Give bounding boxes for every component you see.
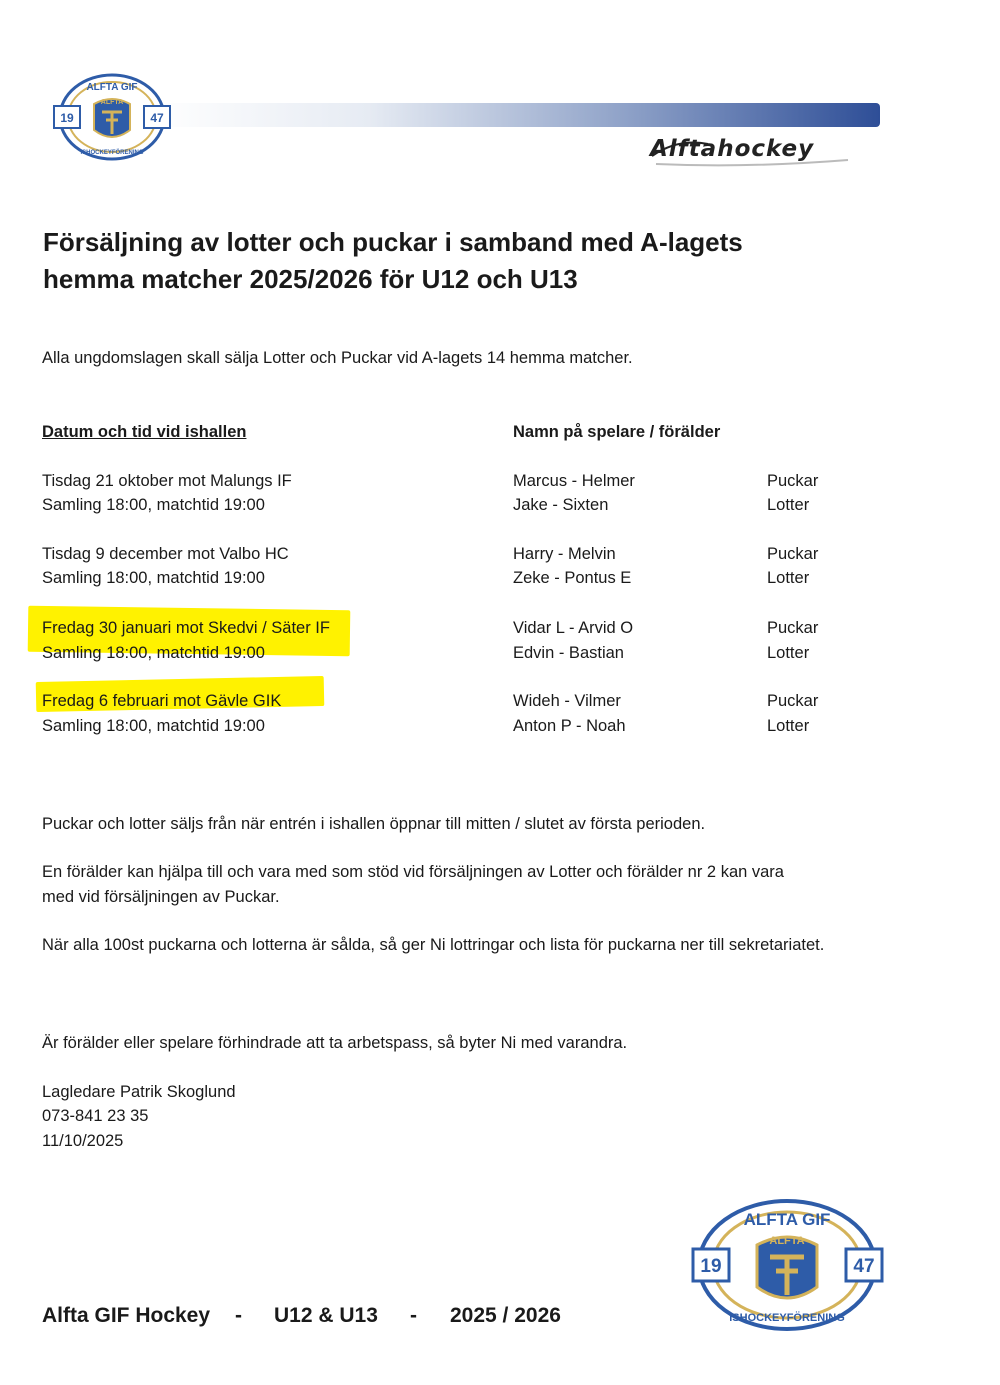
info-text: När alla 100st puckarna och lotterna är sålda, så ger Ni lottringar och lista för puckarna ner till sekretariatet. — [42, 936, 825, 954]
match-date: Fredag 30 januari mot Skedvi / Säter IF — [42, 619, 330, 637]
player-task: Lotter — [767, 569, 810, 587]
footer-club: Alfta GIF Hockey — [42, 1304, 211, 1327]
club-logo-icon — [50, 70, 174, 164]
match-date: Fredag 6 februari mot Gävle GIK — [42, 692, 282, 710]
player-name: Vidar L - Arvid O — [513, 619, 634, 637]
svg-text:19: 19 — [700, 1256, 722, 1277]
player-name: Jake - Sixten — [513, 496, 609, 514]
player-name: Marcus - Helmer — [513, 472, 635, 490]
player-task: Lotter — [767, 496, 810, 514]
footer-separator: - — [410, 1304, 417, 1327]
match-time: Samling 18:00, matchtid 19:00 — [42, 717, 265, 735]
footer-separator: - — [235, 1304, 242, 1327]
title-line: hemma matcher 2025/2026 för U12 och U13 — [43, 264, 578, 294]
svg-text:ISHOCKEYFÖRENING: ISHOCKEYFÖRENING — [729, 1312, 845, 1324]
info-text: En förälder kan hjälpa till och vara med som stöd vid försäljningen av Lotter och förälder nr 2 kan vara — [42, 863, 784, 881]
player-name: Harry - Melvin — [513, 545, 616, 563]
footer-teams: U12 & U13 — [274, 1304, 378, 1327]
player-task: Lotter — [767, 717, 810, 735]
svg-text:19: 19 — [60, 111, 74, 125]
names-column-heading: Namn på spelare / förälder — [513, 423, 721, 441]
intro-text: Alla ungdomslagen skall sälja Lotter och Puckar vid A-lagets 14 hemma matcher. — [42, 349, 633, 367]
page-title — [43, 224, 903, 298]
brand-wordmark: Alftahockey — [650, 136, 815, 162]
match-time: Samling 18:00, matchtid 19:00 — [42, 644, 265, 662]
player-name: Anton P - Noah — [513, 717, 626, 735]
match-date: Tisdag 21 oktober mot Malungs IF — [42, 472, 292, 490]
player-task: Puckar — [767, 692, 819, 710]
contact-role: Lagledare Patrik Skoglund — [42, 1083, 236, 1101]
match-date: Tisdag 9 december mot Valbo HC — [42, 545, 289, 563]
svg-text:ALFTA GIF: ALFTA GIF — [743, 1210, 831, 1229]
club-logo-large-icon — [690, 1195, 885, 1335]
info-text: Är förälder eller spelare förhindrade att ta arbetspass, så byter Ni med varandra. — [42, 1034, 628, 1052]
footer-season: 2025 / 2026 — [450, 1304, 561, 1327]
info-text: med vid försäljningen av Puckar. — [42, 888, 280, 906]
match-time: Samling 18:00, matchtid 19:00 — [42, 569, 265, 587]
player-task: Puckar — [767, 545, 819, 563]
svg-text:ALFTA: ALFTA — [100, 99, 124, 106]
info-text: Puckar och lotter säljs från när entrén i ishallen öppnar till mitten / slutet av första perioden. — [42, 815, 706, 833]
svg-text:47: 47 — [150, 111, 164, 125]
svg-text:47: 47 — [853, 1256, 875, 1277]
player-name: Edvin - Bastian — [513, 644, 624, 662]
header-gradient-bar — [150, 103, 880, 127]
player-task: Lotter — [767, 644, 810, 662]
player-task: Puckar — [767, 619, 819, 637]
player-name: Wideh - Vilmer — [513, 692, 621, 710]
match-time: Samling 18:00, matchtid 19:00 — [42, 496, 265, 514]
svg-text:ALFTA GIF: ALFTA GIF — [86, 82, 138, 93]
contact-date: 11/10/2025 — [42, 1132, 124, 1150]
svg-text:ALFTA: ALFTA — [769, 1235, 805, 1247]
player-task: Puckar — [767, 472, 819, 490]
title-line: Försäljning av lotter och puckar i samband med A-lagets — [43, 227, 743, 257]
date-column-heading: Datum och tid vid ishallen — [42, 423, 247, 441]
player-name: Zeke - Pontus E — [513, 569, 632, 587]
contact-phone: 073-841 23 35 — [42, 1107, 149, 1125]
svg-text:ISHOCKEYFÖRENING: ISHOCKEYFÖRENING — [80, 150, 144, 156]
